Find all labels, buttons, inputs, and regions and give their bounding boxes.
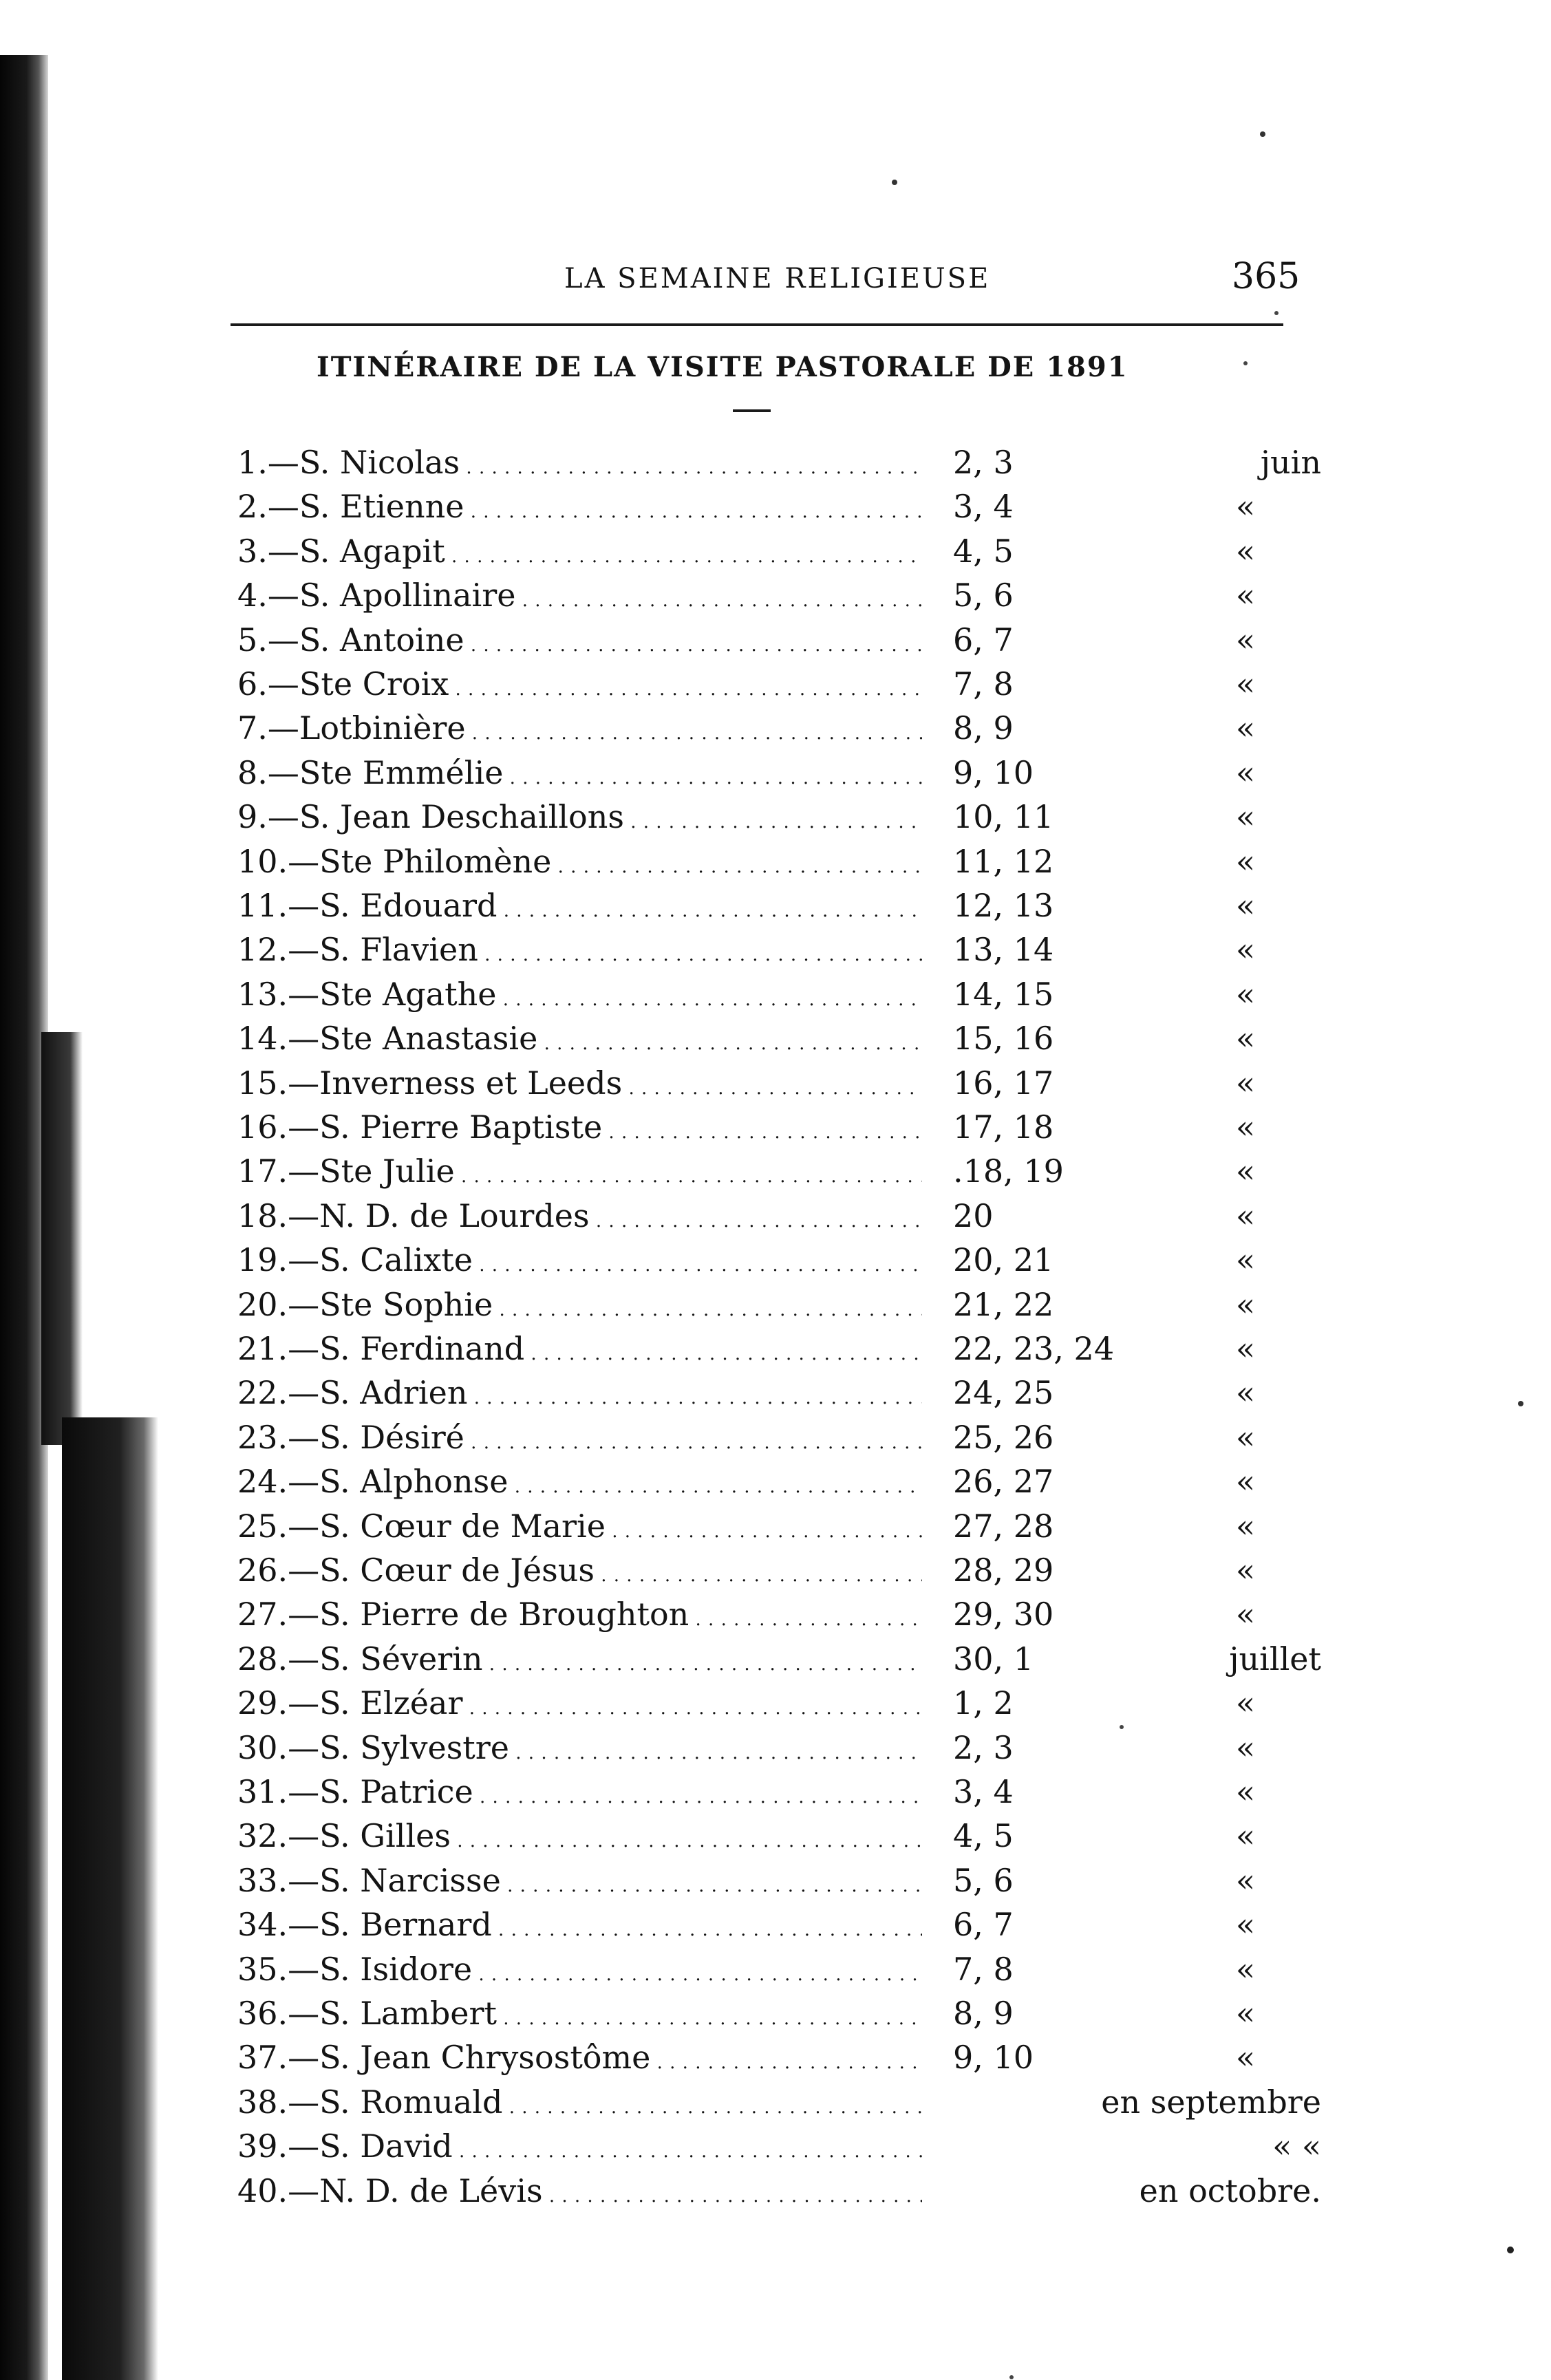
itinerary-row [0,1504,1551,1548]
parish-name: 9.—S. Jean Deschaillons . . . [237,795,922,839]
itinerary-row [0,1061,1551,1105]
itinerary-row [0,440,1551,484]
visit-dates: 9, 10 [953,753,1034,791]
itinerary-row [0,1327,1551,1371]
itinerary-row [0,529,1551,573]
visit-month: « [1235,1374,1256,1412]
visit-month: « [1235,798,1256,836]
visit-month: « [1235,1596,1256,1633]
itinerary-row [0,2080,1551,2124]
visit-month: « [1235,1552,1256,1589]
visit-month: « [1235,1241,1256,1279]
visit-dates: .18, 19 [953,1153,1064,1190]
visit-dates: 3, 4 [953,1773,1014,1810]
section-title: ITINÉRAIRE DE LA VISITE PASTORALE DE 1891 [317,351,1129,383]
parish-name: 39.—S. David . . . [237,2124,922,2168]
itinerary-row [0,706,1551,750]
visit-month: « [1235,1285,1256,1323]
visit-month: « [1235,1153,1256,1190]
parish-name: 40.—N. D. de Lévis . . . [237,2169,922,2213]
itinerary-row [0,1415,1551,1459]
visit-dates: 13, 14 [953,931,1054,969]
itinerary-row [0,751,1551,795]
parish-name: 18.—N. D. de Lourdes . . . [237,1194,922,1238]
visit-month: « [1235,621,1256,658]
visit-dates: 6, 7 [953,1906,1014,1944]
visit-month: « [1235,1950,1256,1988]
parish-name: 21.—S. Ferdinand . . . [237,1327,922,1371]
visit-dates: 16, 17 [953,1064,1054,1102]
visit-month: « [1235,532,1256,570]
visit-dates: 25, 26 [953,1418,1054,1456]
itinerary-row [0,1016,1551,1060]
visit-month: juillet [1229,1640,1321,1677]
parish-name: 4.—S. Apollinaire . . . [237,573,922,617]
itinerary-row [0,618,1551,662]
visit-dates: 29, 30 [953,1596,1054,1633]
visit-month: « [1235,1064,1256,1102]
visit-month: « [1235,488,1256,526]
visit-dates: 5, 6 [953,1861,1014,1899]
parish-name: 12.—S. Flavien . . . [237,928,922,972]
parish-name: 37.—S. Jean Chrysostôme . . . [237,2035,922,2079]
visit-month: « [1235,665,1256,703]
visit-month: « [1235,887,1256,924]
parish-name: 11.—S. Edouard . . . [237,883,922,928]
visit-month: « [1235,709,1256,747]
parish-name: 38.—S. Romuald . . . [237,2080,922,2124]
parish-name: 25.—S. Cœur de Marie . . . [237,1504,922,1548]
itinerary-row [0,1149,1551,1193]
parish-name: 16.—S. Pierre Baptiste . . . [237,1105,922,1149]
itinerary-row [0,2169,1551,2213]
itinerary-row [0,1238,1551,1282]
visit-dates: 30, 1 [953,1640,1034,1677]
visit-month: « [1235,1197,1256,1234]
visit-month: « « [1272,2127,1321,2165]
visit-dates: 4, 5 [953,532,1014,570]
visit-dates: 17, 18 [953,1108,1054,1146]
parish-name: 10.—Ste Philomène . . . [237,839,922,883]
parish-name: 30.—S. Sylvestre . . . [237,1726,922,1770]
visit-month: « [1235,1020,1256,1058]
visit-dates: 4, 5 [953,1817,1014,1855]
parish-name: 27.—S. Pierre de Broughton . . . [237,1592,922,1636]
parish-name: 17.—Ste Julie . . . [237,1149,922,1193]
visit-dates: 15, 16 [953,1020,1054,1058]
parish-name: 29.—S. Elzéar . . . [237,1681,922,1725]
itinerary-row [0,928,1551,972]
parish-name: 2.—S. Etienne . . . [237,484,922,528]
visit-month: « [1235,1330,1256,1367]
visit-dates: 11, 12 [953,842,1054,880]
visit-dates: 20, 21 [953,1241,1054,1279]
parish-name: 20.—Ste Sophie . . . [237,1283,922,1327]
visit-month: « [1235,1108,1256,1146]
visit-dates: 2, 3 [953,444,1014,481]
itinerary-row [0,1637,1551,1681]
itinerary-row [0,2124,1551,2168]
visit-month: « [1235,1684,1256,1722]
visit-month: « [1235,1861,1256,1899]
visit-dates: 20 [953,1197,994,1234]
visit-month: « [1235,1773,1256,1810]
running-title: LA SEMAINE RELIGIEUSE [564,263,991,294]
parish-name: 15.—Inverness et Leeds . . . [237,1061,922,1105]
parish-name: 5.—S. Antoine . . . [237,618,922,662]
visit-dates: 3, 4 [953,488,1014,526]
visit-month: « [1235,975,1256,1013]
parish-name: 34.—S. Bernard . . . [237,1902,922,1947]
visit-dates: 5, 6 [953,577,1014,614]
itinerary-row [0,1548,1551,1592]
itinerary-row [0,1770,1551,1814]
itinerary-row [0,573,1551,617]
parish-name: 36.—S. Lambert . . . [237,1991,922,2035]
parish-name: 8.—Ste Emmélie . . . [237,751,922,795]
visit-dates: 22, 23, 24 [953,1330,1115,1367]
itinerary-row [0,1814,1551,1858]
parish-name: 23.—S. Désiré . . . [237,1415,922,1459]
visit-dates: 28, 29 [953,1552,1054,1589]
visit-month: « [1235,1817,1256,1855]
parish-name: 24.—S. Alphonse . . . [237,1459,922,1503]
parish-name: 22.—S. Adrien . . . [237,1371,922,1415]
parish-name: 35.—S. Isidore . . . [237,1947,922,1991]
visit-month: « [1235,931,1256,969]
visit-dates: 12, 13 [953,887,1054,924]
parish-name: 14.—Ste Anastasie . . . [237,1016,922,1060]
visit-month: « [1235,1507,1256,1545]
visit-dates: 9, 10 [953,2039,1034,2077]
parish-name: 31.—S. Patrice . . . [237,1770,922,1814]
itinerary-row [0,795,1551,839]
visit-dates: 8, 9 [953,1995,1014,2032]
itinerary-row [0,1726,1551,1770]
parish-name: 13.—Ste Agathe . . . [237,972,922,1016]
itinerary-row [0,1681,1551,1725]
visit-dates: 7, 8 [953,1950,1014,1988]
parish-name: 26.—S. Cœur de Jésus . . . [237,1548,922,1592]
parish-name: 1.—S. Nicolas . . . [237,440,922,484]
itinerary-row [0,1105,1551,1149]
itinerary-row [0,484,1551,528]
visit-month: en septembre [1101,2083,1321,2121]
visit-month: « [1235,1728,1256,1766]
itinerary-row [0,1858,1551,1902]
parish-name: 6.—Ste Croix . . . [237,662,922,706]
visit-dates: 2, 3 [953,1728,1014,1766]
visit-month: « [1235,2039,1256,2077]
parish-name: 28.—S. Séverin . . . [237,1637,922,1681]
visit-month: « [1235,1463,1256,1501]
itinerary-row [0,972,1551,1016]
visit-dates: 21, 22 [953,1285,1054,1323]
itinerary-row [0,1283,1551,1327]
parish-name: 7.—Lotbinière . . . [237,706,922,750]
visit-dates: 24, 25 [953,1374,1054,1412]
parish-name: 19.—S. Calixte . . . [237,1238,922,1282]
parish-name: 3.—S. Agapit . . . [237,529,922,573]
itinerary-row [0,1902,1551,1947]
visit-dates: 1, 2 [953,1684,1014,1722]
visit-dates: 7, 8 [953,665,1014,703]
visit-month: « [1235,1418,1256,1456]
visit-month: « [1235,577,1256,614]
itinerary-row [0,1194,1551,1238]
itinerary-row [0,1947,1551,1991]
title-dash [733,409,771,412]
itinerary-row [0,839,1551,883]
visit-month: juin [1260,444,1321,481]
itinerary-row [0,1991,1551,2035]
visit-month: « [1235,1995,1256,2032]
itinerary-row [0,1459,1551,1503]
visit-month: en octobre. [1139,2172,1321,2209]
visit-dates: 27, 28 [953,1507,1054,1545]
itinerary-row [0,1592,1551,1636]
visit-month: « [1235,753,1256,791]
itinerary-row [0,662,1551,706]
page-number: 365 [1232,256,1301,297]
visit-month: « [1235,1906,1256,1944]
visit-dates: 10, 11 [953,798,1054,836]
visit-month: « [1235,842,1256,880]
itinerary-row [0,2035,1551,2079]
itinerary-row [0,883,1551,928]
visit-dates: 8, 9 [953,709,1014,747]
visit-dates: 14, 15 [953,975,1054,1013]
header-rule [231,323,1283,326]
parish-name: 32.—S. Gilles . . . [237,1814,922,1858]
visit-dates: 6, 7 [953,621,1014,658]
visit-dates: 26, 27 [953,1463,1054,1501]
parish-name: 33.—S. Narcisse . . . [237,1858,922,1902]
itinerary-row [0,1371,1551,1415]
